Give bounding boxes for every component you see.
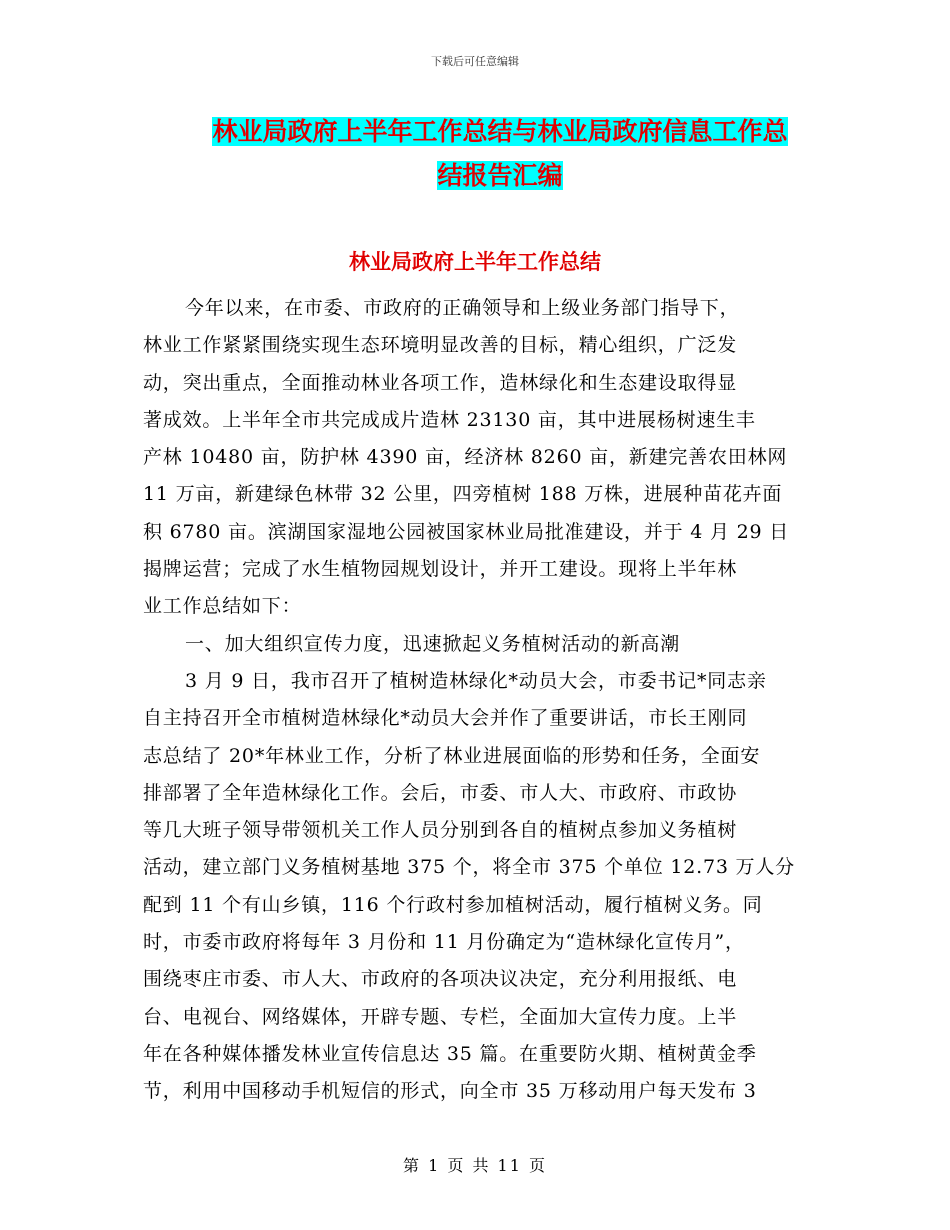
page-footer: 第 1 页 共 11 页 (403, 1156, 547, 1175)
paragraph-line: 业工作总结如下： (143, 595, 302, 618)
paragraph-line: 志总结了 20*年林业工作，分析了林业进展面临的形势和任务，全面安 (143, 744, 761, 767)
paragraph-line: 台、电视台、网络媒体，开辟专题、专栏，全面加大宣传力度。上半 (143, 1005, 738, 1028)
paragraph-line: 等几大班子领导带领机关工作人员分别到各自的植树点参加义务植树 (143, 819, 738, 842)
paragraph-line: 揭牌运营；完成了水生植物园规划设计，并开工建设。现将上半年林 (143, 558, 738, 581)
paragraph-line: 时，市委市政府将每年 3 月份和 11 月份确定为“造林绿化宣传月”， (143, 931, 745, 954)
paragraph-line: 节，利用中国移动手机短信的形式，向全市 35 万移动用户每天发布 3 (143, 1080, 757, 1103)
section-title: 林业局政府上半年工作总结 (349, 250, 601, 274)
paragraph-line: 今年以来，在市委、市政府的正确领导和上级业务部门指导下， (185, 297, 740, 319)
paragraph-line: 著成效。上半年全市共完成成片造林 23130 亩，其中进展杨树速生丰 (143, 408, 756, 431)
document-title (160, 110, 840, 198)
paragraph-line: 动，突出重点，全面推动林业各项工作，造林绿化和生态建设取得显 (143, 371, 738, 394)
title-line-2: 结报告汇编 (437, 161, 563, 190)
header-note: 下载后可任意编辑 (431, 55, 519, 68)
paragraph-line: 林业工作紧紧围绕实现生态环境明显改善的目标，精心组织，广泛发 (143, 334, 738, 357)
paragraph-line: 积 6780 亩。滨湖国家湿地公园被国家林业局批准建设，并于 4 月 29 日 (143, 520, 790, 543)
paragraph-line: 年在各种媒体播发林业宣传信息达 35 篇。在重要防火期、植树黄金季 (143, 1042, 757, 1065)
subheading-line: 一、加大组织宣传力度，迅速掀起义务植树活动的新高潮 (185, 632, 681, 655)
paragraph-line: 产林 10480 亩，防护林 4390 亩，经济林 8260 亩，新建完善农田林网 (143, 446, 788, 469)
paragraph-line: 围绕枣庄市委、市人大、市政府的各项决议决定，充分利用报纸、电 (143, 968, 738, 991)
body-text (143, 290, 813, 1111)
paragraph-line: 11 万亩，新建绿色林带 32 公里，四旁植树 188 万株，进展种苗花卉面 (143, 483, 783, 506)
paragraph-line: 排部署了全年造林绿化工作。会后，市委、市人大、市政府、市政协 (143, 781, 738, 804)
paragraph-line: 3 月 9 日，我市召开了植树造林绿化*动员大会，市委书记*同志亲 (185, 669, 767, 692)
paragraph-line: 活动，建立部门义务植树基地 375 个，将全市 375 个单位 12.73 万人分 (143, 856, 795, 879)
paragraph-line: 配到 11 个有山乡镇，116 个行政村参加植树活动，履行植树义务。同 (143, 893, 763, 916)
paragraph-line: 自主持召开全市植树造林绿化*动员大会并作了重要讲话，市长王刚同 (143, 707, 748, 730)
title-line-1: 林业局政府上半年工作总结与林业局政府信息工作总 (212, 117, 788, 146)
